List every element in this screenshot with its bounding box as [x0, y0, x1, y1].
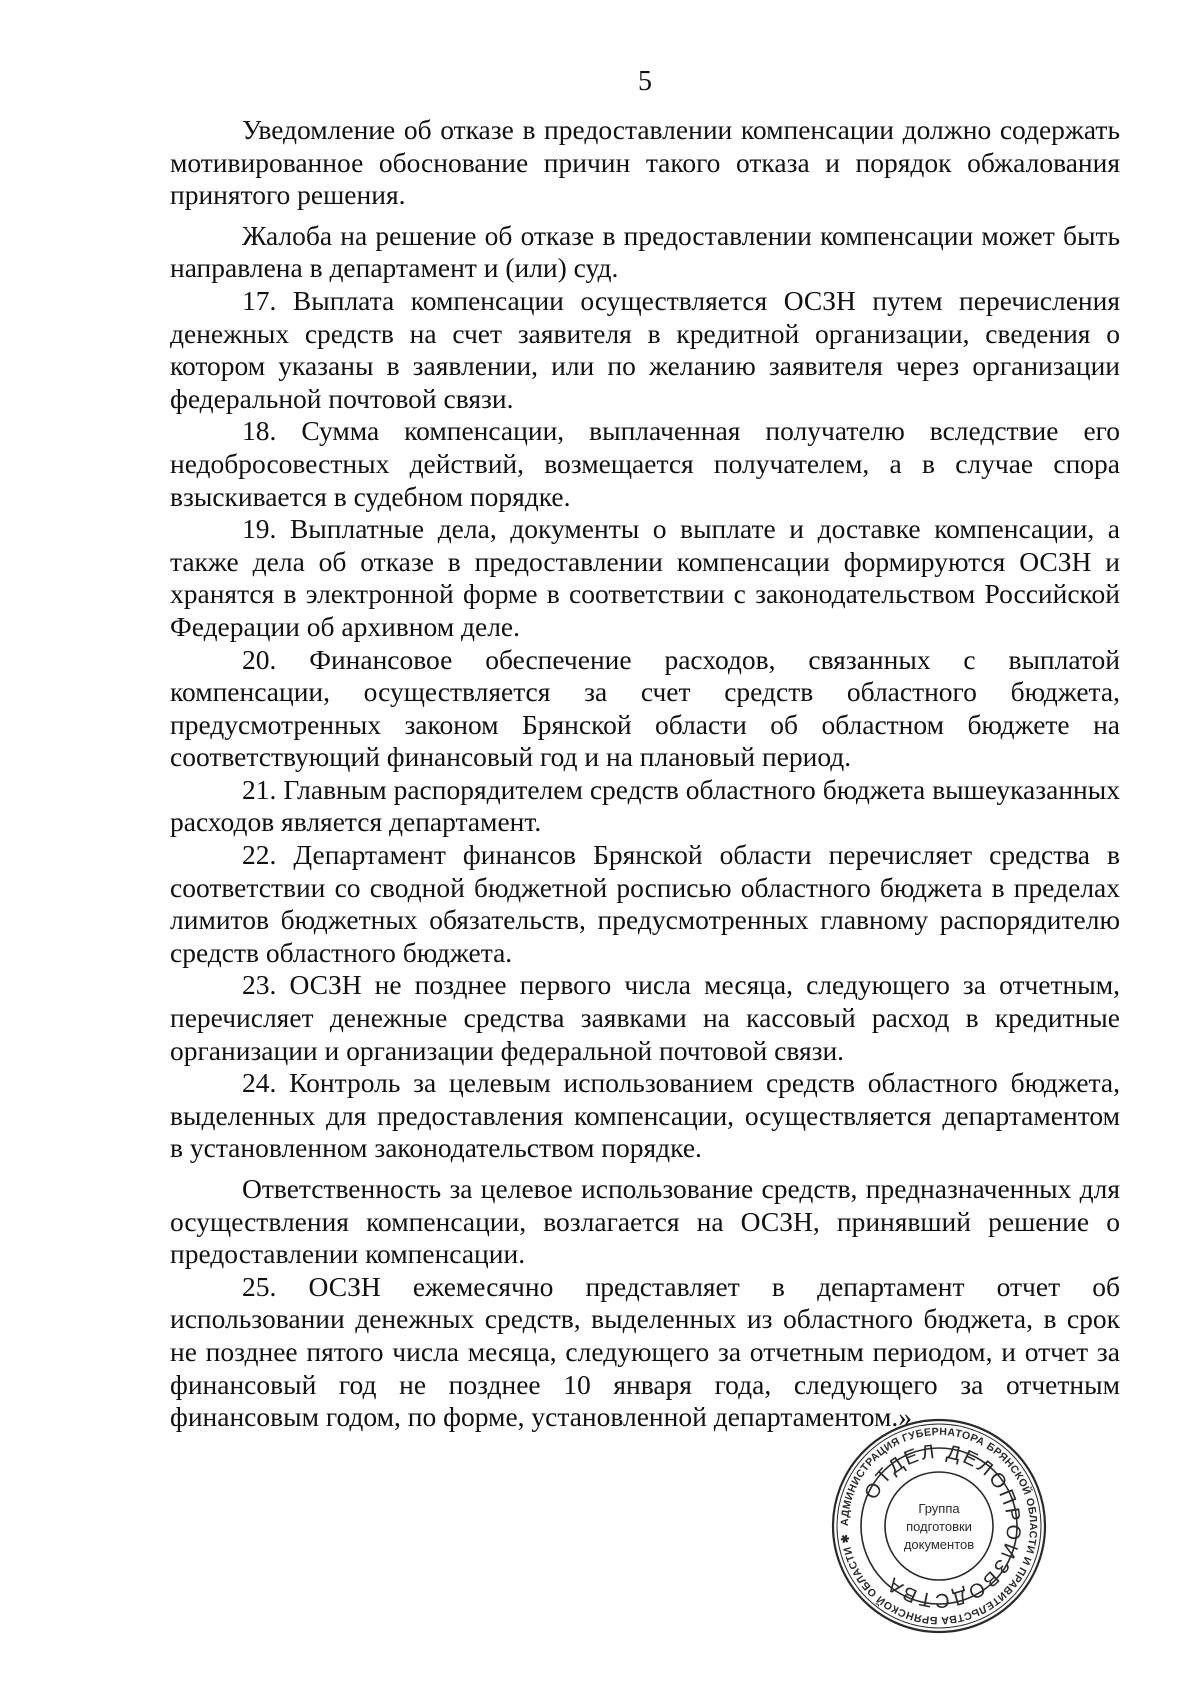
- stamp-center-line-3: документов: [903, 1537, 975, 1552]
- paragraph: Жалоба на решение об отказе в предоставлении компенсации может быть направлена в департамент и (или) суд.: [170, 219, 1120, 284]
- paragraph: 24. Контроль за целевым использованием средств областного бюджета, выделенных для предоставления компенсации, осуществляется департаментом в установленном законодательством порядке.: [170, 1067, 1120, 1164]
- paragraph: 23. ОСЗН не позднее первого числа месяца, следующего за отчетным, перечисляет денежные средства заявками на кассовый расход в кредитные организации и организации федеральной почтовой связи.: [170, 969, 1120, 1066]
- paragraph: Ответственность за целевое использование средств, предназначенных для осуществления компенсации, возлагается на ОСЗН, принявший решение о предоставлении компенсации.: [170, 1173, 1120, 1270]
- paragraph: 21. Главным распорядителем средств областного бюджета вышеуказанных расходов является департамент.: [170, 773, 1120, 838]
- paragraph: 19. Выплатные дела, документы о выплате и доставке компенсации, а также дела об отказе в предоставлении компенсации формируются ОСЗН и хранятся в электронной форме в соответствии с законодательством Российской Федерации об архивном деле.: [170, 513, 1120, 642]
- stamp-center-line-2: подготовки: [906, 1519, 972, 1534]
- official-stamp: [830, 1417, 1048, 1635]
- paragraph: 20. Финансовое обеспечение расходов, связанных с выплатой компенсации, осуществляется за счет средств областного бюджета, предусмотренных законом Брянской области об областном бюджете на соответствующий финансовый год и на плановый период.: [170, 643, 1120, 773]
- paragraph: 22. Департамент финансов Брянской области перечисляет средства в соответствии со сводной бюджетной росписью областного бюджета в пределах лимитов бюджетных обязательств, предусмотренных главному распорядителю средств областного бюджета.: [170, 839, 1120, 968]
- stamp-middle-text: ОТДЕЛ ДЕЛОПРОИЗВОДСТВА: [860, 1440, 1025, 1612]
- stamp-outer-text: АДМИНИСТРАЦИЯ ГУБЕРНАТОРА БРЯНСКОЙ ОБЛАСТИ И ПРАВИТЕЛЬСТВА БРЯНСКОЙ ОБЛАСТИ ✱: [838, 1425, 1040, 1627]
- paragraph: 25. ОСЗН ежемесячно представляет в департамент отчет об использовании денежных средств, выделенных из областного бюджета, в срок не позднее пятого числа месяца, следующего за отчетным периодом, и отчет за финансовый год не позднее 10 января года, следующего за отчетным финансовым годом, по форме, установленной департаментом.»: [170, 1270, 1120, 1433]
- stamp-seal-icon: [830, 1417, 1048, 1635]
- paragraph: 17. Выплата компенсации осуществляется ОСЗН путем перечисления денежных средств на счет заявителя в кредитной организации, сведения о котором указаны в заявлении, или по желанию заявителя через организации федеральной почтовой связи.: [170, 284, 1120, 414]
- stamp-center-line-1: Группа: [918, 1501, 960, 1516]
- document-body: [170, 114, 1120, 1434]
- page-number: 5: [638, 66, 652, 97]
- paragraph: 18. Сумма компенсации, выплаченная получателю вследствие его недобросовестных действий, возмещается получателем, а в случае спора взыскивается в судебном порядке.: [170, 415, 1120, 512]
- paragraph: Уведомление об отказе в предоставлении компенсации должно содержать мотивированное обоснование причин такого отказа и порядок обжалования принятого решения.: [170, 114, 1120, 211]
